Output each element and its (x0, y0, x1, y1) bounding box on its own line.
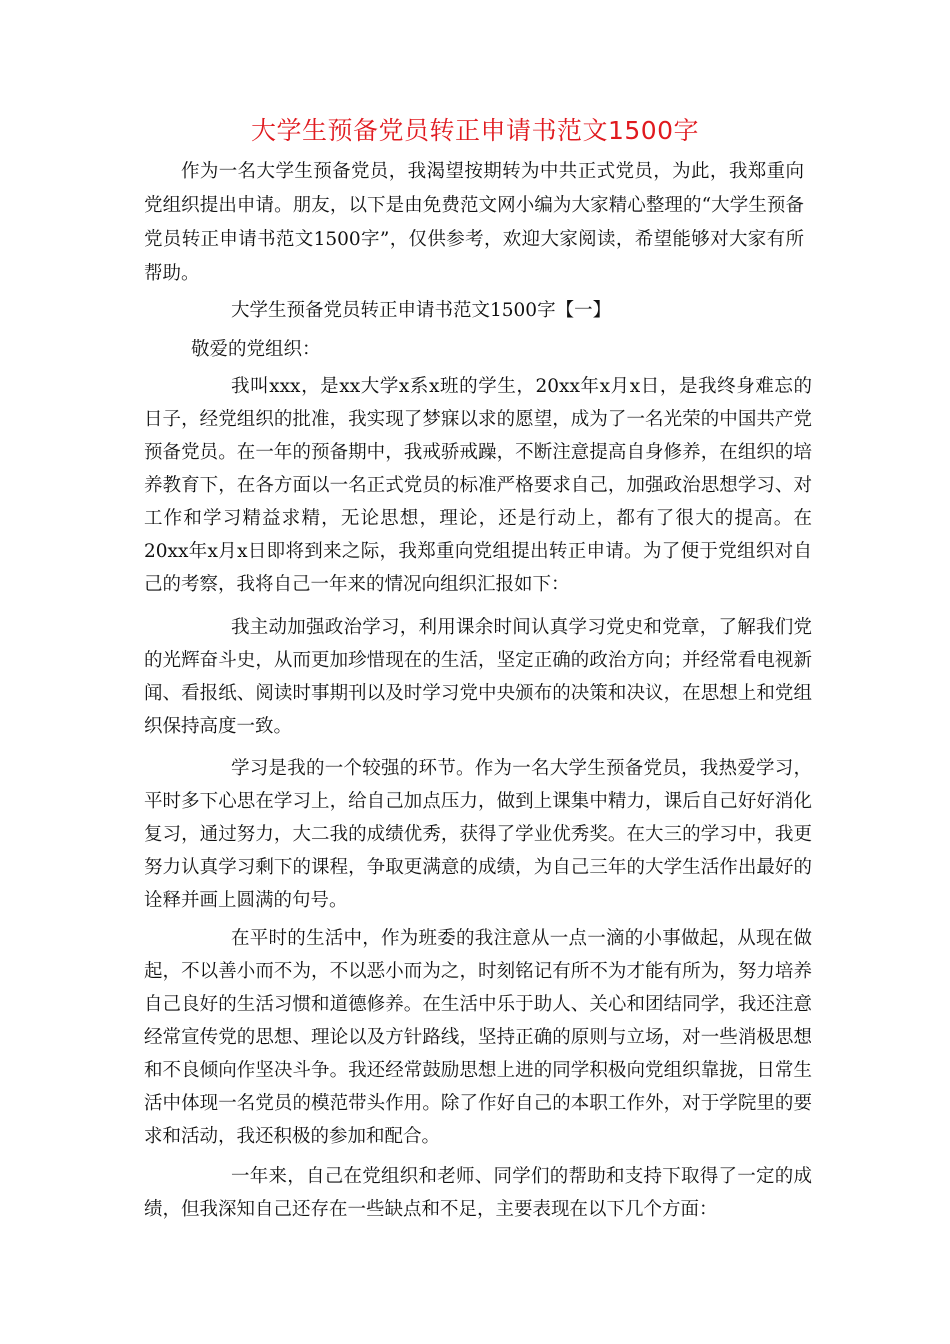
body-paragraph-1: 我叫xxx，是xx大学x系x班的学生，20xx年x月x日，是我终身难忘的日子，经党组织的批准，我实现了梦寐以求的愿望，成为了一名光荣的中国共产党预备党员。在一年的预备期中，我戒骄戒躁，不断注意提高自身修养，在组织的培养教育下，在各方面以一名正式党员的标准严格要求自己，加强政治思想学习、对工作和学习精益求精，无论思想，理论，还是行动上，都有了很大的提高。在20xx年x月x日即将到来之际，我郑重向党组提出转正申请。为了便于党组织对自己的考察，我将自己一年来的情况向组织汇报如下： (144, 376, 812, 595)
intro-paragraph: 作为一名大学生预备党员，我渴望按期转为中共正式党员，为此，我郑重向党组织提出申请。朋友，以下是由免费范文网小编为大家精心整理的“大学生预备党员转正申请书范文1500字”，仅供参考，欢迎大家阅读，希望能够对大家有所帮助。 (144, 161, 804, 284)
section-title: 大学生预备党员转正申请书范文1500字【一】 (231, 300, 612, 321)
body-paragraph-5: 一年来，自己在党组织和老师、同学们的帮助和支持下取得了一定的成绩，但我深知自己还存在一些缺点和不足，主要表现在以下几个方面： (144, 1166, 812, 1220)
body-paragraph-2: 我主动加强政治学习，利用课余时间认真学习党史和党章，了解我们党的光辉奋斗史，从而更加珍惜现在的生活，坚定正确的政治方向；并经常看电视新闻、看报纸、阅读时事期刊以及时学习党中央颁布的决策和决议，在思想上和党组织保持高度一致。 (144, 617, 812, 737)
body-paragraph-4: 在平时的生活中，作为班委的我注意从一点一滴的小事做起，从现在做起，不以善小而不为，不以恶小而为之，时刻铭记有所不为才能有所为，努力培养自己良好的生活习惯和道德修养。在生活中乐于助人、关心和团结同学，我还注意经常宣传党的思想、理论以及方针路线，坚持正确的原则与立场，对一些消极思想和不良倾向作坚决斗争。我还经常鼓励思想上进的同学积极向党组织靠拢，日常生活中体现一名党员的模范带头作用。除了作好自己的本职工作外，对于学院里的要求和活动，我还积极的参加和配合。 (144, 928, 812, 1147)
body-paragraph-3: 学习是我的一个较强的环节。作为一名大学生预备党员，我热爱学习，平时多下心思在学习上，给自己加点压力，做到上课集中精力，课后自己好好消化复习，通过努力，大二我的成绩优秀，获得了学业优秀奖。在大三的学习中，我更努力认真学习剩下的课程，争取更满意的成绩，为自己三年的大学生活作出最好的诠释并画上圆满的句号。 (144, 758, 812, 911)
document-title: 大学生预备党员转正申请书范文1500字 (250, 116, 700, 145)
salutation: 敬爱的党组织： (191, 339, 321, 360)
